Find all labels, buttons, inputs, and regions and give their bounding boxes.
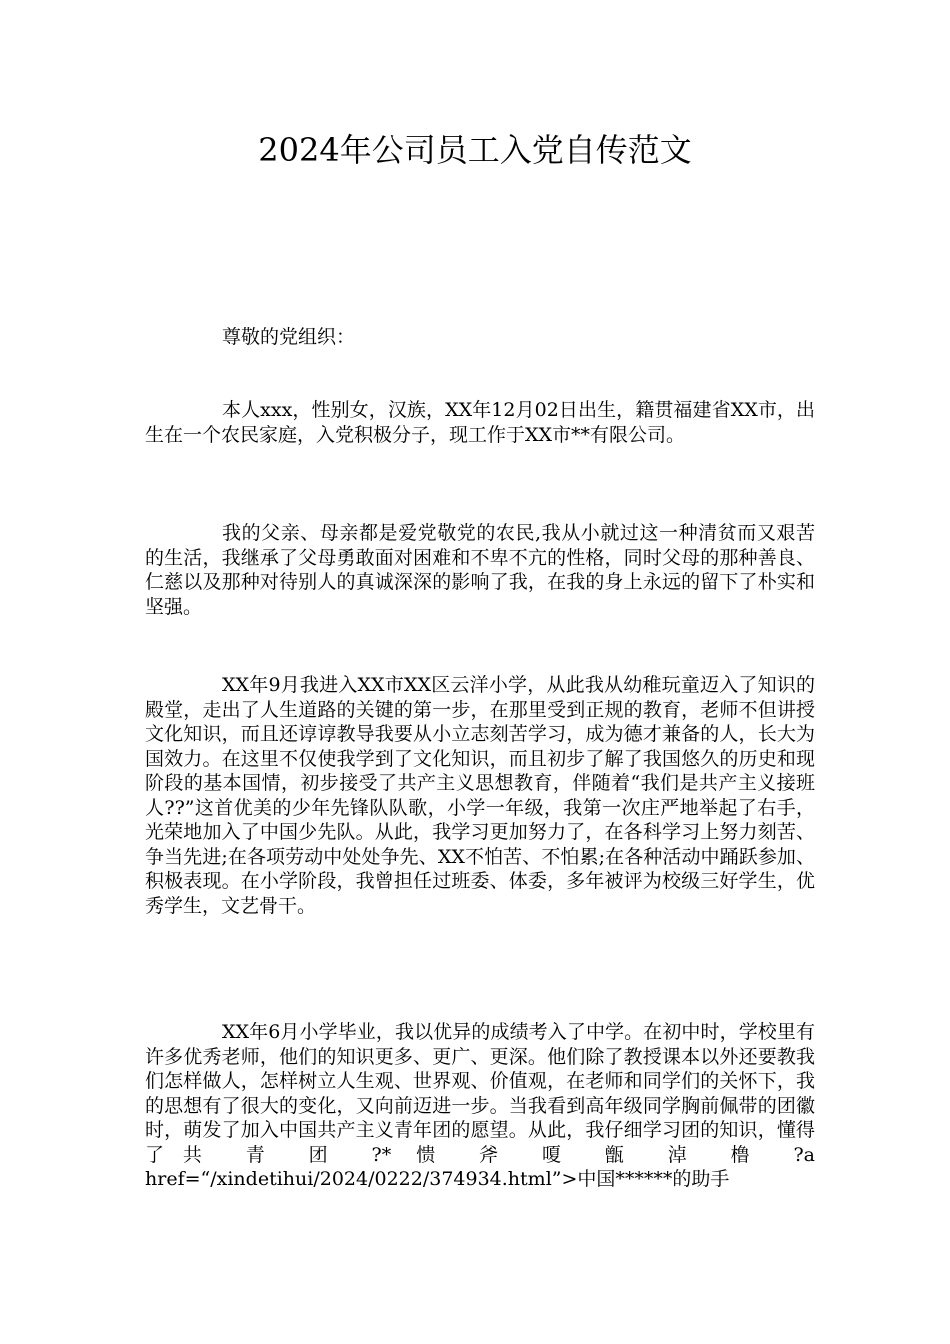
document-title: 2024年公司员工入党自传范文 <box>258 131 692 169</box>
paragraph-family: 我的父亲、母亲都是爱党敬党的农民,我从小就过这一种清贫而又艰苦的生活，我继承了父母勇敢面对困难和不卑不亢的性格，同时父母的那种善良、仁慈以及那种对待别人的真诚深深的影响了我，在我的身上永远的留下了朴实和坚强。 <box>145 522 815 618</box>
salutation: 尊敬的党组织： <box>222 326 356 348</box>
paragraph-personal-info: 本人xxx，性别女，汉族，XX年12月02日出生，籍贯福建省XX市，出生在一个农民家庭，入党积极分子，现工作于XX市**有限公司。 <box>145 399 815 446</box>
paragraph-primary-school: XX年9月我进入XX市XX区云洋小学，从此我从幼稚玩童迈入了知识的殿堂，走出了人生道路的关键的第一步，在那里受到正规的教育，老师不但讲授文化知识，而且还谆谆教导我要从小立志刻苦学习，成为德才兼备的人，长大为国效力。在这里不仅使我学到了文化知识，而且初步了解了我国悠久的历史和现阶段的基本国情，初步接受了共产主义思想教育，伴随着“我们是共产主义接班人??”这首优美的少年先锋队队歌，小学一年级，我第一次庄严地举起了右手，光荣地加入了中国少先队。从此，我学习更加努力了，在各科学习上努力刻苦、争当先进;在各项劳动中处处争先、XX不怕苦、不怕累;在各种活动中踊跃参加、积极表现。在小学阶段，我曾担任过班委、体委，多年被评为校级三好学生，优秀学生，文艺骨干。 <box>145 674 815 917</box>
paragraph-middle-school: XX年6月小学毕业，我以优异的成绩考入了中学。在初中时，学校里有许多优秀老师，他们的知识更多、更广、更深。他们除了教授课本以外还要教我们怎样做人，怎样树立人生观、世界观、价值观，在老师和同学们的关怀下，我的思想有了很大的变化，又向前迈进一步。当我看到高年级同学胸前佩带的团徽时，萌发了加入中国共产主义青年团的愿望。从此，我仔细学习团的知识，懂得了共 青 团 ?* 愦 斧 嗄 甑 淖 橹 ?a href=“/xindetihui/2024/0222/374934.html”>中国******的助手 <box>145 1021 815 1190</box>
